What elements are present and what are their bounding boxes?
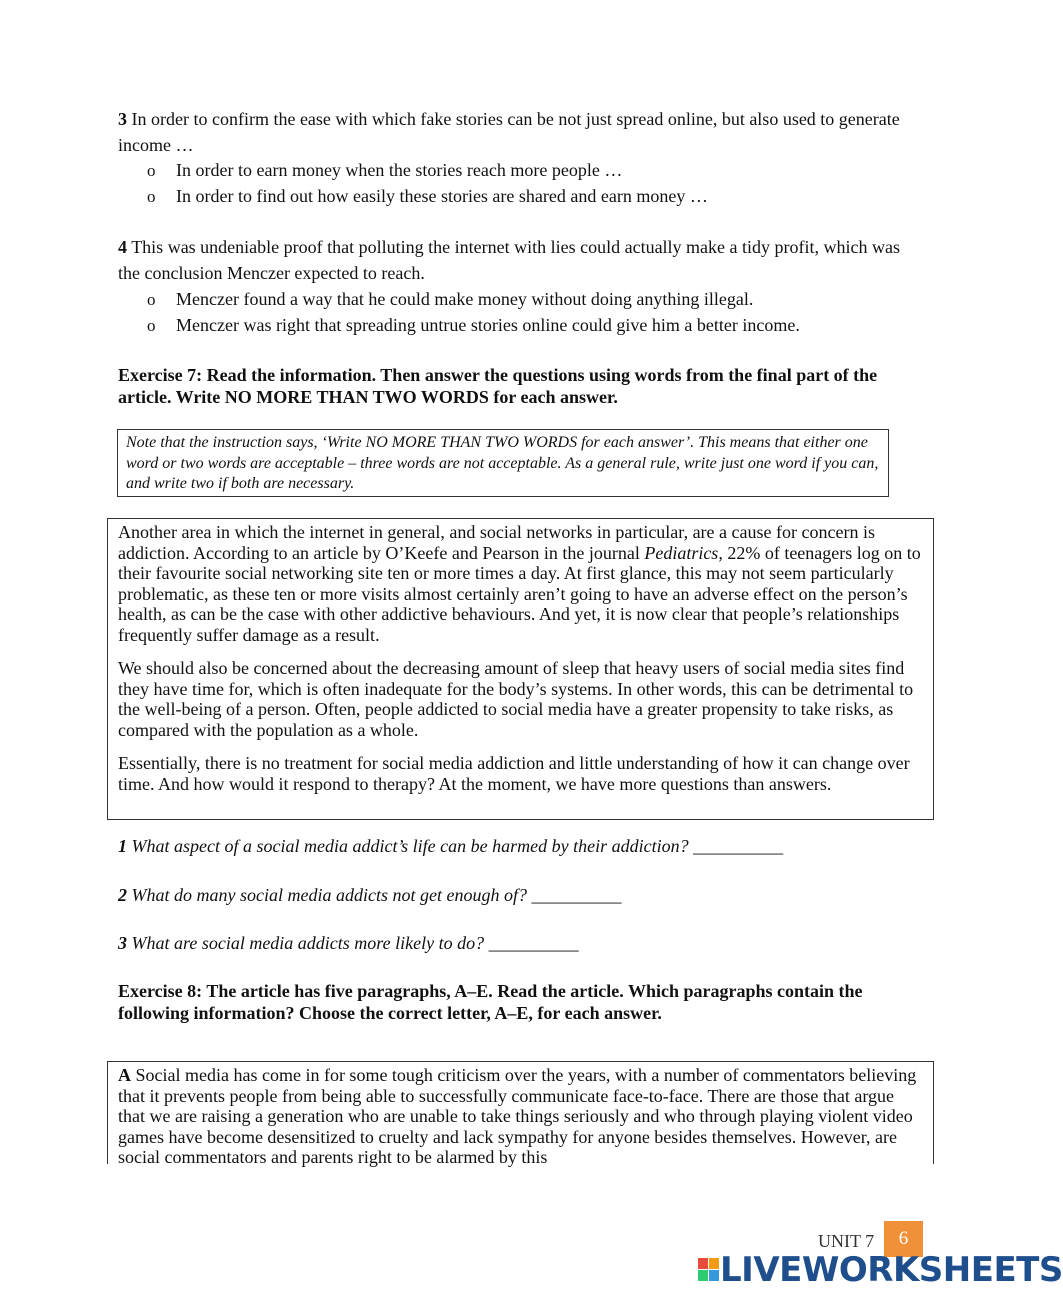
answer-blank-3[interactable]: __________ [488, 933, 579, 953]
option-text: Menczer was right that spreading untrue stories online could give him a better income. [176, 315, 800, 335]
unit-label: UNIT 7 [818, 1231, 875, 1251]
article-paragraph-a [107, 1061, 934, 1167]
paragraph-letter: A [118, 1065, 131, 1085]
item-3-text: In order to confirm the ease with which fake stories can be not just spread online, but also used to generate income … [118, 109, 900, 155]
circle-bullet-icon: o [147, 290, 156, 309]
circle-bullet-icon: o [147, 161, 156, 180]
item-3-option-1[interactable] [147, 157, 622, 184]
question-1: 1 What aspect of a social media addict’s life can be harmed by their addiction? __________ [118, 836, 784, 856]
liveworksheets-logo [698, 1252, 1063, 1288]
circle-bullet-icon: o [147, 316, 156, 335]
item-4-text: This was undeniable proof that polluting the internet with lies could actually make a tidy profit, which was the conclusion Menczer expected to reach. [118, 237, 901, 283]
reading-passage [107, 518, 934, 820]
page-number-badge: 6 [884, 1221, 923, 1257]
answer-blank-1[interactable]: __________ [693, 836, 784, 856]
item-3-option-2[interactable] [147, 183, 708, 210]
passage-paragraph-2: We should also be concerned about the decreasing amount of sleep that heavy users of social media sites find they have time for, which is often inadequate for the body’s systems. In other words, this can be detrimental to the well-being of a person. Often, people addicted to social media have a greater propensity to take risks, as compared with the population as a whole. [118, 658, 914, 740]
paragraph-a-text: Social media has come in for some tough criticism over the years, with a number of commentators believing that it prevents people from being able to successfully communicate face-to-face. There are those that argue that we are raising a generation who are unable to take things seriously and who through playing violent video games have become desensitized to cruelty and lack sympathy for anyone besides themselves. However, are social commentators and parents right to be alarmed by this [118, 1065, 917, 1167]
instruction-note: Note that the instruction says, ‘Write NO MORE THAN TWO WORDS for each answer’. This means that either one word or two words are acceptable – three words are not acceptable. As a general rule, write just one word if you can, and write two if both are necessary. [117, 429, 889, 497]
exercise-8-heading: Exercise 8: The article has five paragraphs, A–E. Read the article. Which paragraphs contain the following information? Choose the correct letter, A–E, for each answer. [118, 981, 863, 1023]
liveworksheets-logo-icon [698, 1256, 720, 1284]
question-3: 3 What are social media addicts more likely to do? __________ [118, 933, 579, 953]
item-4-number: 4 [118, 237, 127, 257]
passage-paragraph-1: Another area in which the internet in general, and social networks in particular, are a cause for concern is addiction. According to an article by O’Keefe and Pearson in the journal Pediatrics, 22% of teenagers log on to their favourite social networking site ten or more times a day. At first glance, this may not seem particularly problematic, as these ten or more visits almost certainly aren’t going to have an adverse effect on the person’s health, as can be the case with other addictive behaviours. And yet, it is now clear that people’s relationships frequently suffer damage as a result. [118, 522, 921, 645]
item-4 [118, 234, 908, 286]
exercise-7-heading: Exercise 7: Read the information. Then answer the questions using words from the final part of the article. Write NO MORE THAN TWO WORDS for each answer. [118, 365, 878, 407]
option-text: In order to earn money when the stories reach more people … [176, 160, 623, 180]
item-4-option-1[interactable] [147, 286, 753, 313]
item-3 [118, 106, 918, 158]
answer-blank-2[interactable]: __________ [531, 885, 622, 905]
journal-title: Pediatrics, [644, 542, 723, 563]
option-text: In order to find out how easily these stories are shared and earn money … [176, 186, 708, 206]
option-text: Menczer found a way that he could make money without doing anything illegal. [176, 289, 754, 309]
logo-text: LIVEWORKSHEETS [720, 1250, 1063, 1290]
circle-bullet-icon: o [147, 187, 156, 206]
passage-paragraph-3: Essentially, there is no treatment for social media addiction and little understanding of how it can change over time. And how would it respond to therapy? At the moment, we have more questions than answers. [118, 753, 910, 794]
question-2: 2 What do many social media addicts not get enough of? __________ [118, 885, 622, 905]
item-4-option-2[interactable] [147, 312, 800, 339]
item-3-number: 3 [118, 109, 127, 129]
